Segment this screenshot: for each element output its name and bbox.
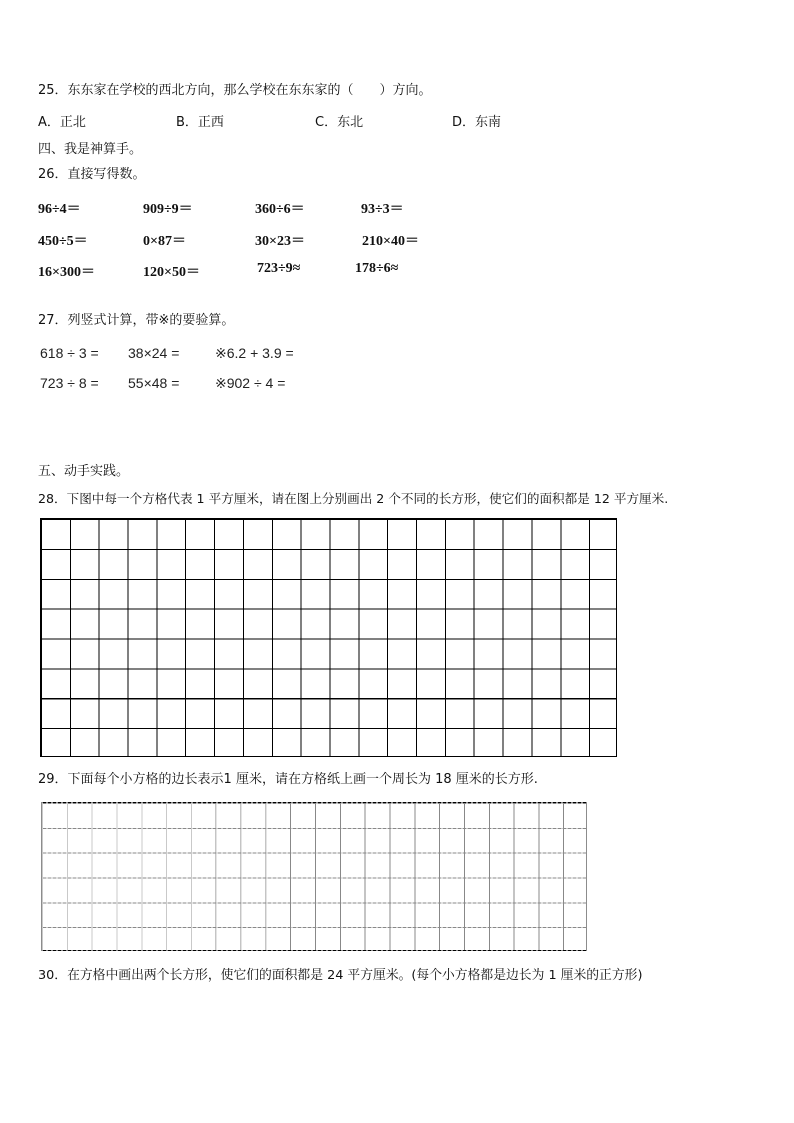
section5-title: 五、动手实践。 (38, 464, 130, 479)
q26-r2-c4: 210×40＝ (362, 234, 419, 249)
q26-r2-c3: 30×23＝ (255, 234, 305, 249)
q25-option-b: B．正西 (176, 115, 224, 130)
q25-option-d: D．东南 (452, 115, 502, 130)
q30-title: 30．在方格中画出两个长方形，使它们的面积都是 24 平方厘米。(每个小方格都是边长为 1 厘米的正方形) (38, 968, 643, 983)
q27-r1-c2: 38×24 = (128, 345, 180, 361)
q26-r1-c4: 93÷3＝ (361, 202, 404, 217)
q28-grid[interactable] (40, 518, 617, 757)
q27-r1-c1: 618 ÷ 3 = (40, 345, 99, 361)
q27-r2-c2: 55×48 = (128, 375, 180, 391)
q27-r2-c1: 723 ÷ 8 = (40, 375, 99, 391)
q27-title: 27．列竖式计算，带※的要验算。 (38, 313, 235, 328)
q26-r1-c1: 96÷4＝ (38, 202, 81, 217)
q26-r2-c1: 450÷5＝ (38, 234, 88, 249)
q26-r3-c1: 16×300＝ (38, 265, 95, 280)
q28-title: 28．下图中每一个方格代表 1 平方厘米，请在图上分别画出 2 个不同的长方形，使它们的面积都是 12 平方厘米. (38, 491, 669, 506)
section4-title: 四、我是神算手。 (38, 142, 143, 157)
q26-r3-c4: 178÷6≈ (355, 261, 399, 276)
q25-option-c: C．东北 (315, 115, 364, 130)
q26-r1-c2: 909÷9＝ (143, 202, 193, 217)
q26-r1-c3: 360÷6＝ (255, 202, 305, 217)
q29-grid[interactable] (41, 802, 587, 951)
q29-title: 29．下面每个小方格的边长表示1 厘米，请在方格纸上画一个周长为 18 厘米的长方形. (38, 772, 538, 787)
q27-r2-c3: ※902 ÷ 4 = (215, 375, 286, 391)
q26-r2-c2: 0×87＝ (143, 234, 186, 249)
q26-title: 26．直接写得数。 (38, 167, 146, 182)
q25-option-a: A．正北 (38, 115, 86, 130)
q26-r3-c3: 723÷9≈ (257, 261, 301, 276)
q27-r1-c3: ※6.2 + 3.9 = (215, 345, 294, 361)
q25-question: 25．东东家在学校的西北方向，那么学校在东东家的（ ）方向。 (38, 83, 432, 98)
q26-r3-c2: 120×50＝ (143, 265, 200, 280)
